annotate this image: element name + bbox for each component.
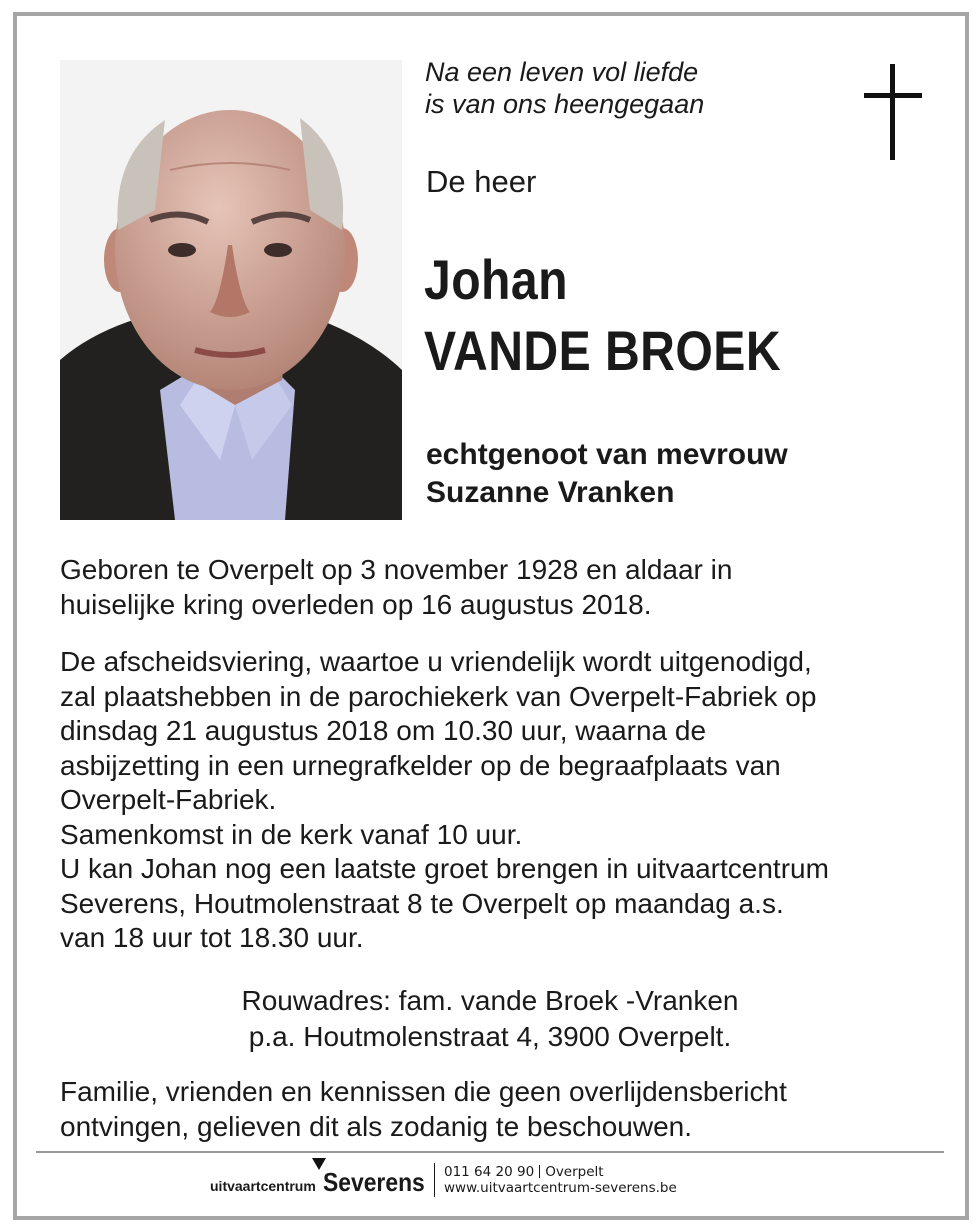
footer-divider: [36, 1151, 944, 1153]
closing-paragraph: [60, 1075, 940, 1144]
spouse-line-2: Suzanne Vranken: [426, 476, 675, 509]
birth-paragraph: [60, 553, 940, 622]
service-line: Samenkomst in de kerk vanaf 10 uur.: [60, 818, 523, 850]
service-line: U kan Johan nog een laatste groet brengen in uitvaartcentrum: [60, 853, 829, 884]
phone-number: 011 64 20 90: [444, 1164, 535, 1180]
service-line: Severens, Houtmolenstraat 8 te Overpelt op maandag a.s.: [60, 887, 784, 919]
service-line: van 18 uur tot 18.30 uur.: [60, 922, 364, 953]
separator-bar: [539, 1165, 540, 1178]
portrait-photo: [60, 60, 402, 520]
last-name: VANDE BROEK: [424, 319, 782, 382]
brand-logo-text: Severens: [323, 1167, 425, 1197]
contact-line: [444, 1164, 604, 1180]
intro-text: [425, 56, 704, 120]
brand-small-text: uitvaartcentrum: [210, 1178, 316, 1194]
footer-separator: [434, 1163, 435, 1197]
birth-line-2: huiselijke kring overleden op 16 augustus 2018.: [60, 588, 652, 620]
service-line: De afscheidsviering, waartoe u vriendelijk wordt uitgenodigd,: [60, 646, 812, 677]
rouwadres-line-1: Rouwadres: fam. vande Broek -Vranken: [241, 985, 739, 1016]
birth-line-1: Geboren te Overpelt op 3 november 1928 en aldaar in: [60, 554, 733, 585]
title-text: De heer: [426, 164, 537, 199]
spouse-text: [426, 436, 788, 512]
first-name: Johan: [424, 248, 568, 311]
footer: [0, 1156, 980, 1206]
intro-line-1: Na een leven vol liefde: [425, 57, 699, 87]
portrait-illustration: [60, 60, 402, 520]
closing-line-1: Familie, vrienden en kennissen die geen overlijdensbericht: [60, 1076, 787, 1107]
service-line: dinsdag 21 augustus 2018 om 10.30 uur, waarna de: [60, 715, 707, 746]
rouwadres-block: [60, 983, 920, 1055]
service-line: zal plaatshebben in de parochiekerk van Overpelt-Fabriek op: [60, 680, 817, 712]
website-link[interactable]: www.uitvaartcentrum-severens.be: [444, 1180, 677, 1196]
rouwadres-line-2: p.a. Houtmolenstraat 4, 3900 Overpelt.: [248, 1021, 732, 1052]
service-line: Overpelt-Fabriek.: [60, 784, 277, 815]
town-name: Overpelt: [545, 1164, 604, 1180]
cross-icon: [864, 64, 922, 160]
closing-line-2: ontvingen, gelieven dit als zodanig te beschouwen.: [60, 1110, 692, 1142]
service-line: asbijzetting in een urnegrafkelder op de begraafplaats van: [60, 749, 781, 781]
service-paragraph: [60, 645, 940, 956]
intro-line-2: is van ons heengegaan: [425, 89, 705, 119]
spouse-line-1: echtgenoot van mevrouw: [426, 438, 788, 471]
